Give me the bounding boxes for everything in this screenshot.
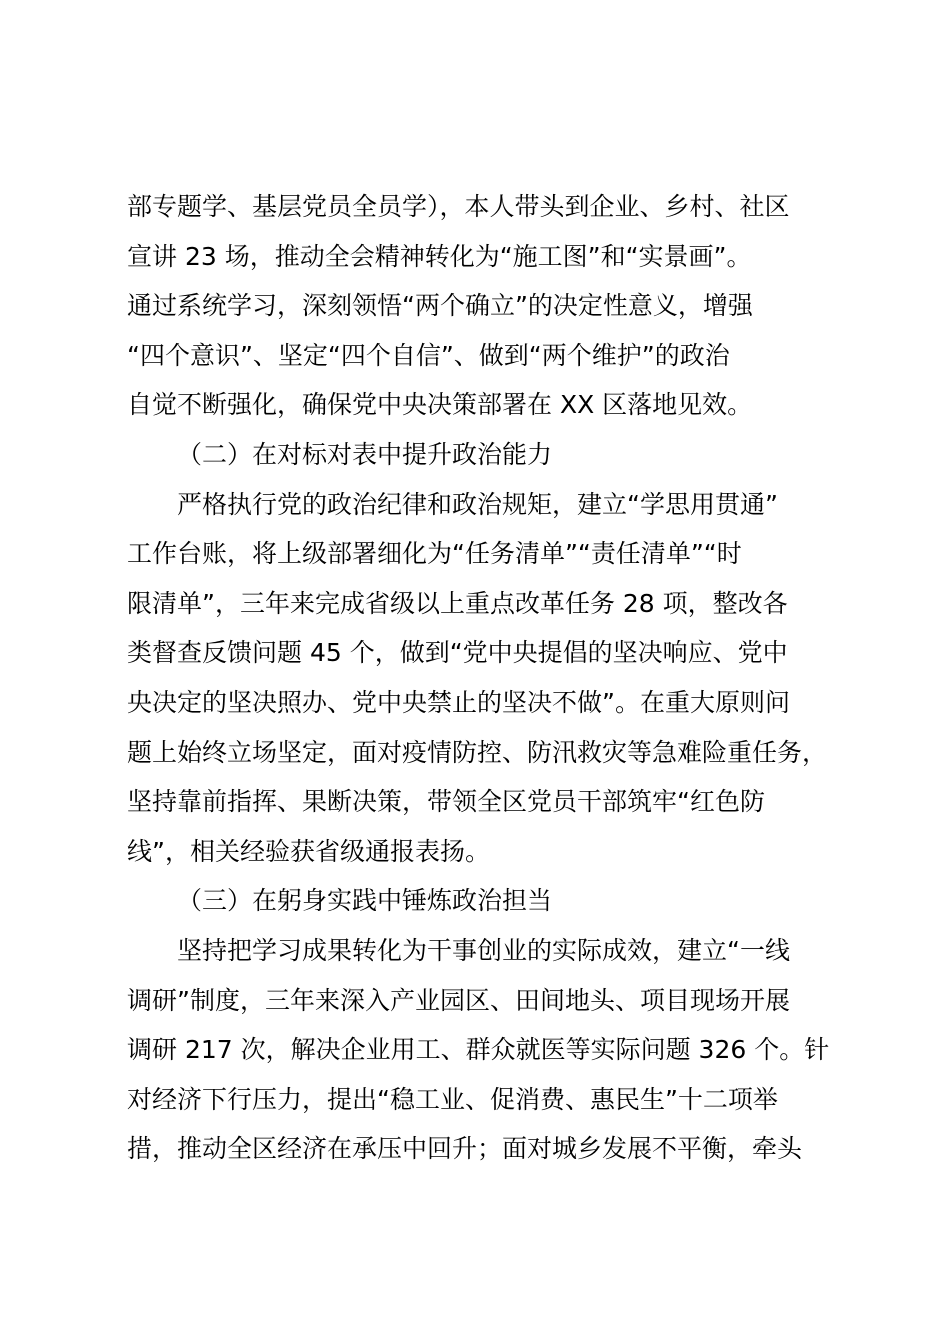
document-body — [127, 182, 837, 1174]
body-text-line: 部专题学、基层党员全员学），本人带头到企业、乡村、社区 — [127, 192, 790, 221]
body-text-line: 措，推动全区经济在承压中回升；面对城乡发展不平衡，牵头 — [127, 1134, 803, 1164]
section-heading: （二）在对标对表中提升政治能力 — [177, 439, 553, 469]
body-text-line: 严格执行党的政治纪律和政治规矩，建立“学思用贯通” — [177, 489, 778, 519]
body-text-line: 坚持把学习成果转化为干事创业的实际成效，建立“一线 — [177, 935, 790, 965]
body-text-line: 工作台账，将上级部署细化为“任务清单”“责任清单”“时 — [127, 539, 742, 569]
body-text-line: “四个意识”、坚定“四个自信”、做到“两个维护”的政治 — [127, 340, 730, 370]
body-text-line: 宣讲 23 场，推动全会精神转化为“施工图”和“实景画”。 — [127, 241, 752, 271]
body-text-line: 调研”制度，三年来深入产业园区、田间地头、项目现场开展 — [127, 985, 790, 1015]
body-text-line: 对经济下行压力，提出“稳工业、促消费、惠民生”十二项举 — [127, 1084, 778, 1114]
body-text-line: 类督查反馈问题 45 个，做到“党中央提倡的坚决响应、党中 — [127, 638, 788, 668]
body-text-line: 调研 217 次，解决企业用工、群众就医等实际问题 326 个。针 — [127, 1035, 830, 1065]
body-text-line: 通过系统学习，深刻领悟“两个确立”的决定性意义，增强 — [127, 291, 753, 321]
body-text-line: 坚持靠前指挥、果断决策，带领全区党员干部筑牢“红色防 — [127, 787, 765, 817]
body-text-line: 央决定的坚决照办、党中央禁止的坚决不做”。在重大原则问 — [127, 687, 790, 717]
section-heading: （三）在躬身实践中锤炼政治担当 — [177, 886, 553, 916]
body-text-line: 自觉不断强化，确保党中央决策部署在 XX 区落地见效。 — [127, 390, 753, 420]
body-text-line: 限清单”，三年来完成省级以上重点改革任务 28 项，整改各 — [127, 588, 788, 618]
body-text-line: 线”，相关经验获省级通报表扬。 — [127, 836, 490, 866]
body-text-line: 题上始终立场坚定，面对疫情防控、防汛救灾等急难险重任务， — [127, 737, 828, 767]
